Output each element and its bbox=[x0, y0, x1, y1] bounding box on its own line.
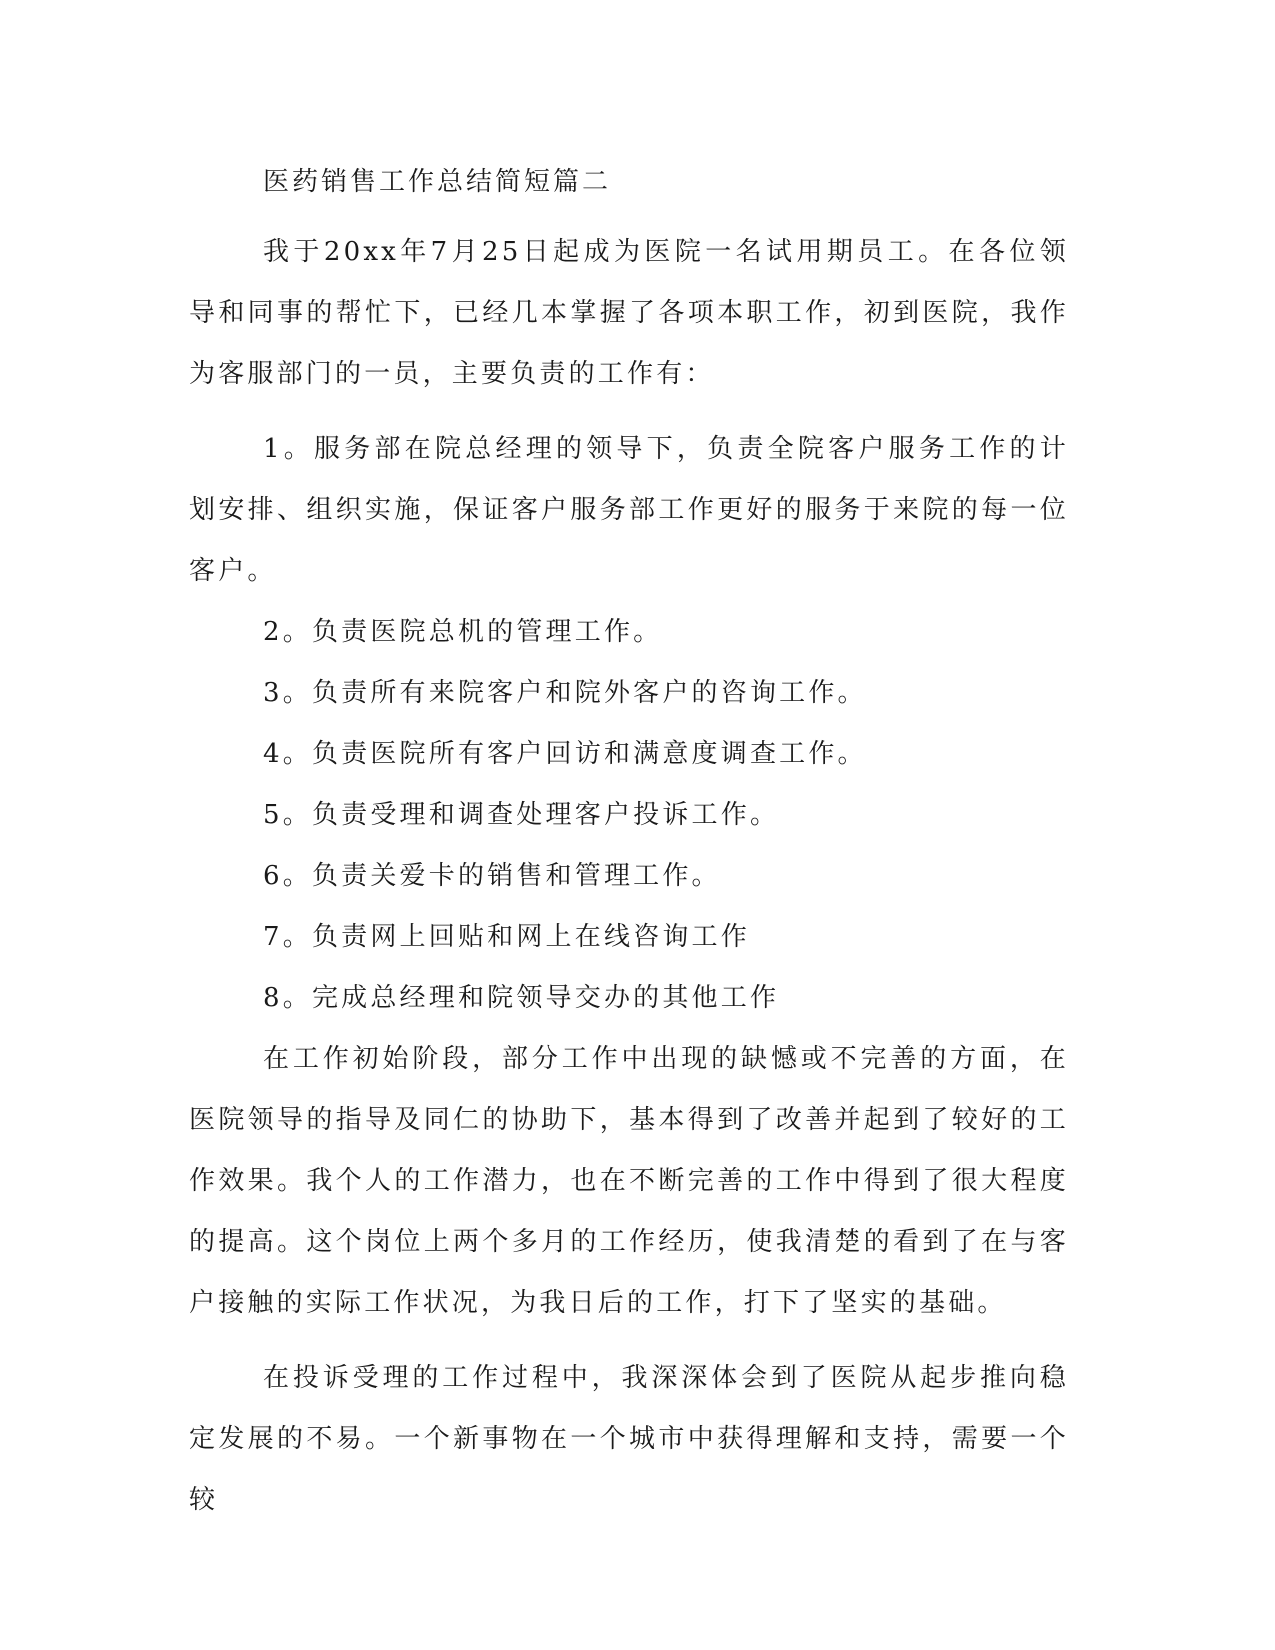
duty-item-4: 4。负责医院所有客户回访和满意度调查工作。 bbox=[263, 739, 867, 769]
duty-item-8: 8。完成总经理和院领导交办的其他工作 bbox=[263, 983, 780, 1013]
complaint-handling-paragraph: 在投诉受理的工作过程中，我深深体会到了医院从起步推向稳定发展的不易。一个新事物在一个城市中获得理解和支持，需要一个较 bbox=[189, 1363, 1069, 1515]
duty-item-1: 1。服务部在院总经理的领导下，负责全院客户服务工作的计划安排、组织实施，保证客户服务部工作更好的服务于来院的每一位客户。 bbox=[189, 434, 1069, 586]
intro-paragraph: 我于20xx年7月25日起成为医院一名试用期员工。在各位领导和同事的帮忙下，已经几本掌握了各项本职工作，初到医院，我作为客服部门的一员，主要负责的工作有： bbox=[189, 237, 1069, 389]
duty-item-6: 6。负责关爱卡的销售和管理工作。 bbox=[263, 861, 721, 891]
duty-item-7: 7。负责网上回贴和网上在线咨询工作 bbox=[263, 922, 750, 952]
duty-item-3: 3。负责所有来院客户和院外客户的咨询工作。 bbox=[263, 678, 867, 708]
duty-item-2: 2。负责医院总机的管理工作。 bbox=[263, 617, 663, 647]
document-title: 医药销售工作总结简短篇二 bbox=[263, 167, 612, 197]
work-reflection-paragraph: 在工作初始阶段，部分工作中出现的缺憾或不完善的方面，在医院领导的指导及同仁的协助下，基本得到了改善并起到了较好的工作效果。我个人的工作潜力，也在不断完善的工作中得到了很大程度的提高。这个岗位上两个多月的工作经历，使我清楚的看到了在与客户接触的实际工作状况，为我日后的工作，打下了坚实的基础。 bbox=[189, 1044, 1069, 1318]
duty-item-5: 5。负责受理和调查处理客户投诉工作。 bbox=[263, 800, 780, 830]
document-body bbox=[189, 160, 1069, 1545]
duties-list bbox=[189, 419, 1069, 1029]
